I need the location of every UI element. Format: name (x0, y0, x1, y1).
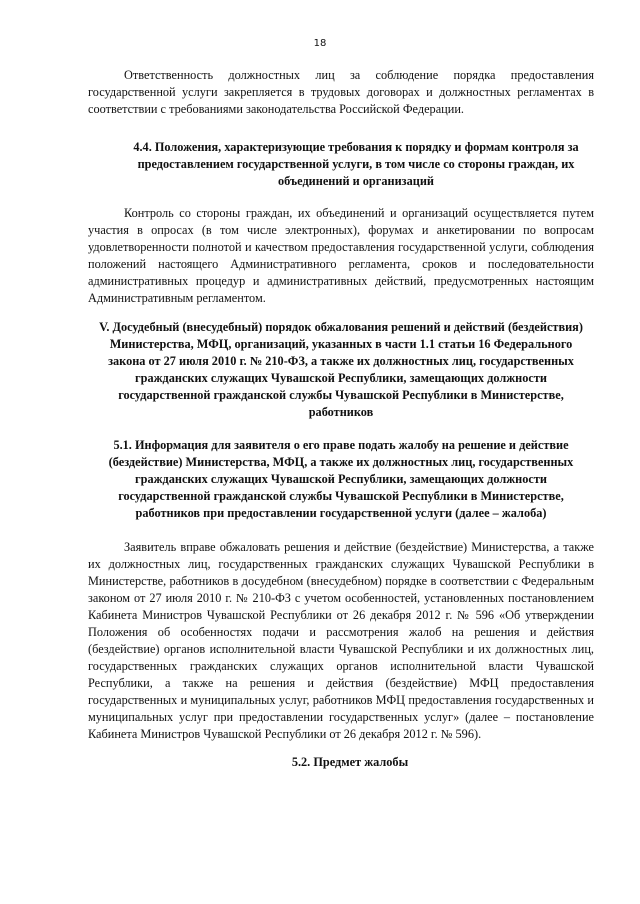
paragraph-citizen-control: Контроль со стороны граждан, их объединений и организаций осуществляется путем участия в опросах (в том числе электронных), форумах и анкетировании по вопросам удовлетворенности полнотой и качеством предоставления государственной услуги, соблюдения положений настоящего Административного регламента, сроков и последовательности административных процедур и административных действий, предусмотренных настоящим Административным регламентом. (88, 206, 594, 305)
page-number: 18 (313, 38, 327, 49)
heading-section-5-2: 5.2. Предмет жалобы (291, 755, 409, 769)
heading-section-5-1: 5.1. Информация для заявителя о его праве подать жалобу на решение и действие (бездействие) Министерства, МФЦ, а также их должностных лиц, государственных гражданских служащих Чувашской Республики, замещающих должности государственной гражданской службы Чувашской Республики в Министерстве, работников при предоставлении государственной услуги (далее – жалоба) (108, 438, 574, 520)
heading-section-4-4: 4.4. Положения, характеризующие требования к порядку и формам контроля за предоставлением государственной услуги, в том числе со стороны граждан, их объединений и организаций (133, 140, 579, 188)
paragraph-responsibility: Ответственность должностных лиц за соблюдение порядка предоставления государственной услуги закрепляется в трудовых договорах и должностных регламентах в соответствии с требованиями законодательства Российской Федерации. (88, 68, 594, 116)
document-body (88, 67, 594, 771)
heading-section-5: V. Досудебный (внесудебный) порядок обжалования решений и действий (бездействия) Министерства, МФЦ, организаций, указанных в части 1.1 статьи 16 Федерального закона от 27 июля 2010 г. № 210-ФЗ, а также их должностных лиц, государственных гражданских служащих Чувашской Республики, замещающих должности государственной гражданской службы Чувашской Республики в Министерстве, работников (99, 320, 583, 419)
paragraph-appeal-right: Заявитель вправе обжаловать решения и действие (бездействие) Министерства, а также их должностных лиц, государственных гражданских служащих Чувашской Республики в Министерстве, работников в досудебном (внесудебном) порядке в соответствии с Федеральным законом от 27 июля 2010 г. № 210-ФЗ с учетом особенностей, установленных постановлением Кабинета Министров Чувашской Республики от 26 декабря 2012 г. № 596 «Об утверждении Положения об особенностях подачи и рассмотрения жалоб на решения и действия (бездействие) органов исполнительной власти Чувашской Республики и их должностных лиц, государственных гражданских служащих органов исполнительной власти Чувашской Республики, а также на решения и действия (бездействие) МФЦ предоставления государственных и муниципальных услуг, работников МФЦ предоставления государственных и муниципальных услуг при предоставлении государственных услуг» (далее – постановление Кабинета Министров Чувашской Республики от 26 декабря 2012 г. № 596). (88, 540, 594, 741)
